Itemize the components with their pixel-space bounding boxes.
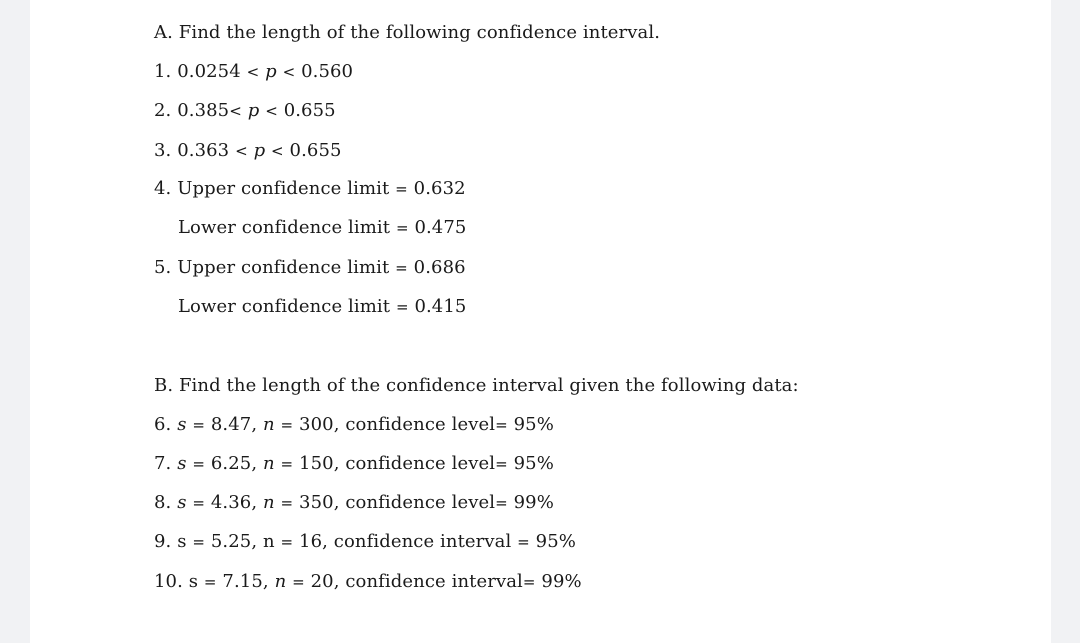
s-value: 7.15, <box>222 571 269 592</box>
question-number: 1. <box>154 61 172 82</box>
level-value: 99% <box>513 492 554 513</box>
question-number: 9. <box>154 531 172 552</box>
upper-limit-value: 0.686 <box>413 257 466 278</box>
lower-limit-value: 0.415 <box>414 296 467 317</box>
question-4-upper: 4. Upper confidence limit = 0.632 <box>154 178 466 199</box>
question-number: 3. <box>154 140 172 161</box>
interval-lower: 0.363 <box>177 140 230 161</box>
section-a-heading: A. Find the length of the following confidence interval. <box>154 22 661 43</box>
s-value: 8.47, <box>210 414 258 435</box>
question-number: 6. <box>154 414 172 435</box>
level-value: 95% <box>535 531 576 552</box>
variable-p: p <box>265 61 277 82</box>
n-value: 300, <box>299 414 340 435</box>
question-number: 5. <box>154 257 172 278</box>
level-label: confidence interval <box>345 571 523 592</box>
interval-upper: 0.655 <box>289 140 342 161</box>
level-label: confidence level <box>345 453 496 474</box>
upper-limit-label: Upper confidence limit <box>177 178 390 199</box>
level-value: 95% <box>513 453 554 474</box>
level-label: confidence level <box>345 492 496 513</box>
s-value: 5.25, <box>210 531 258 552</box>
lower-limit-label: Lower confidence limit <box>178 217 391 238</box>
interval-upper: 0.560 <box>301 61 354 82</box>
level-label: confidence level <box>345 414 496 435</box>
question-number: 7. <box>154 453 172 474</box>
question-6: 6. s = 8.47, n = 300, confidence level= 95% <box>154 414 554 435</box>
n-value: 150, <box>299 453 340 474</box>
question-number: 8. <box>154 492 172 513</box>
lower-limit-label: Lower confidence limit <box>178 296 391 317</box>
variable-p: p <box>253 140 266 161</box>
s-value: 6.25, <box>210 453 258 474</box>
lower-limit-value: 0.475 <box>414 217 467 238</box>
level-label: confidence interval <box>333 531 512 552</box>
question-7: 7. s = 6.25, n = 150, confidence level= 95% <box>154 453 554 474</box>
question-8: 8. s = 4.36, n = 350, confidence level= 99% <box>154 492 554 513</box>
question-5-upper: 5. Upper confidence limit = 0.686 <box>154 257 466 278</box>
interval-lower: 0.0254 <box>177 61 241 82</box>
variable-p: p <box>247 100 260 121</box>
s-value: 4.36, <box>210 492 258 513</box>
question-10: 10. s = 7.15, n = 20, confidence interval= 99% <box>154 571 582 592</box>
n-value: 16, <box>299 531 328 552</box>
question-1: 1. 0.0254 < p < 0.560 <box>154 61 354 82</box>
question-3: 3. 0.363 < p < 0.655 <box>154 140 342 161</box>
question-4-lower: Lower confidence limit = 0.475 <box>178 217 467 238</box>
question-5-lower: Lower confidence limit = 0.415 <box>178 296 467 317</box>
n-value: 350, <box>299 492 340 513</box>
question-2: 2. 0.385< p < 0.655 <box>154 100 336 121</box>
upper-limit-label: Upper confidence limit <box>177 257 390 278</box>
question-number: 10. <box>154 571 183 592</box>
question-9: 9. s = 5.25, n = 16, confidence interval = 95% <box>154 531 576 552</box>
n-value: 20, <box>310 571 340 592</box>
level-value: 95% <box>513 414 554 435</box>
section-b-heading: B. Find the length of the confidence interval given the following data: <box>154 375 799 396</box>
upper-limit-value: 0.632 <box>413 178 466 199</box>
question-number: 4. <box>154 178 172 199</box>
question-number: 2. <box>154 100 172 121</box>
interval-lower: 0.385 <box>177 100 230 121</box>
interval-upper: 0.655 <box>283 100 336 121</box>
level-value: 99% <box>541 571 582 592</box>
